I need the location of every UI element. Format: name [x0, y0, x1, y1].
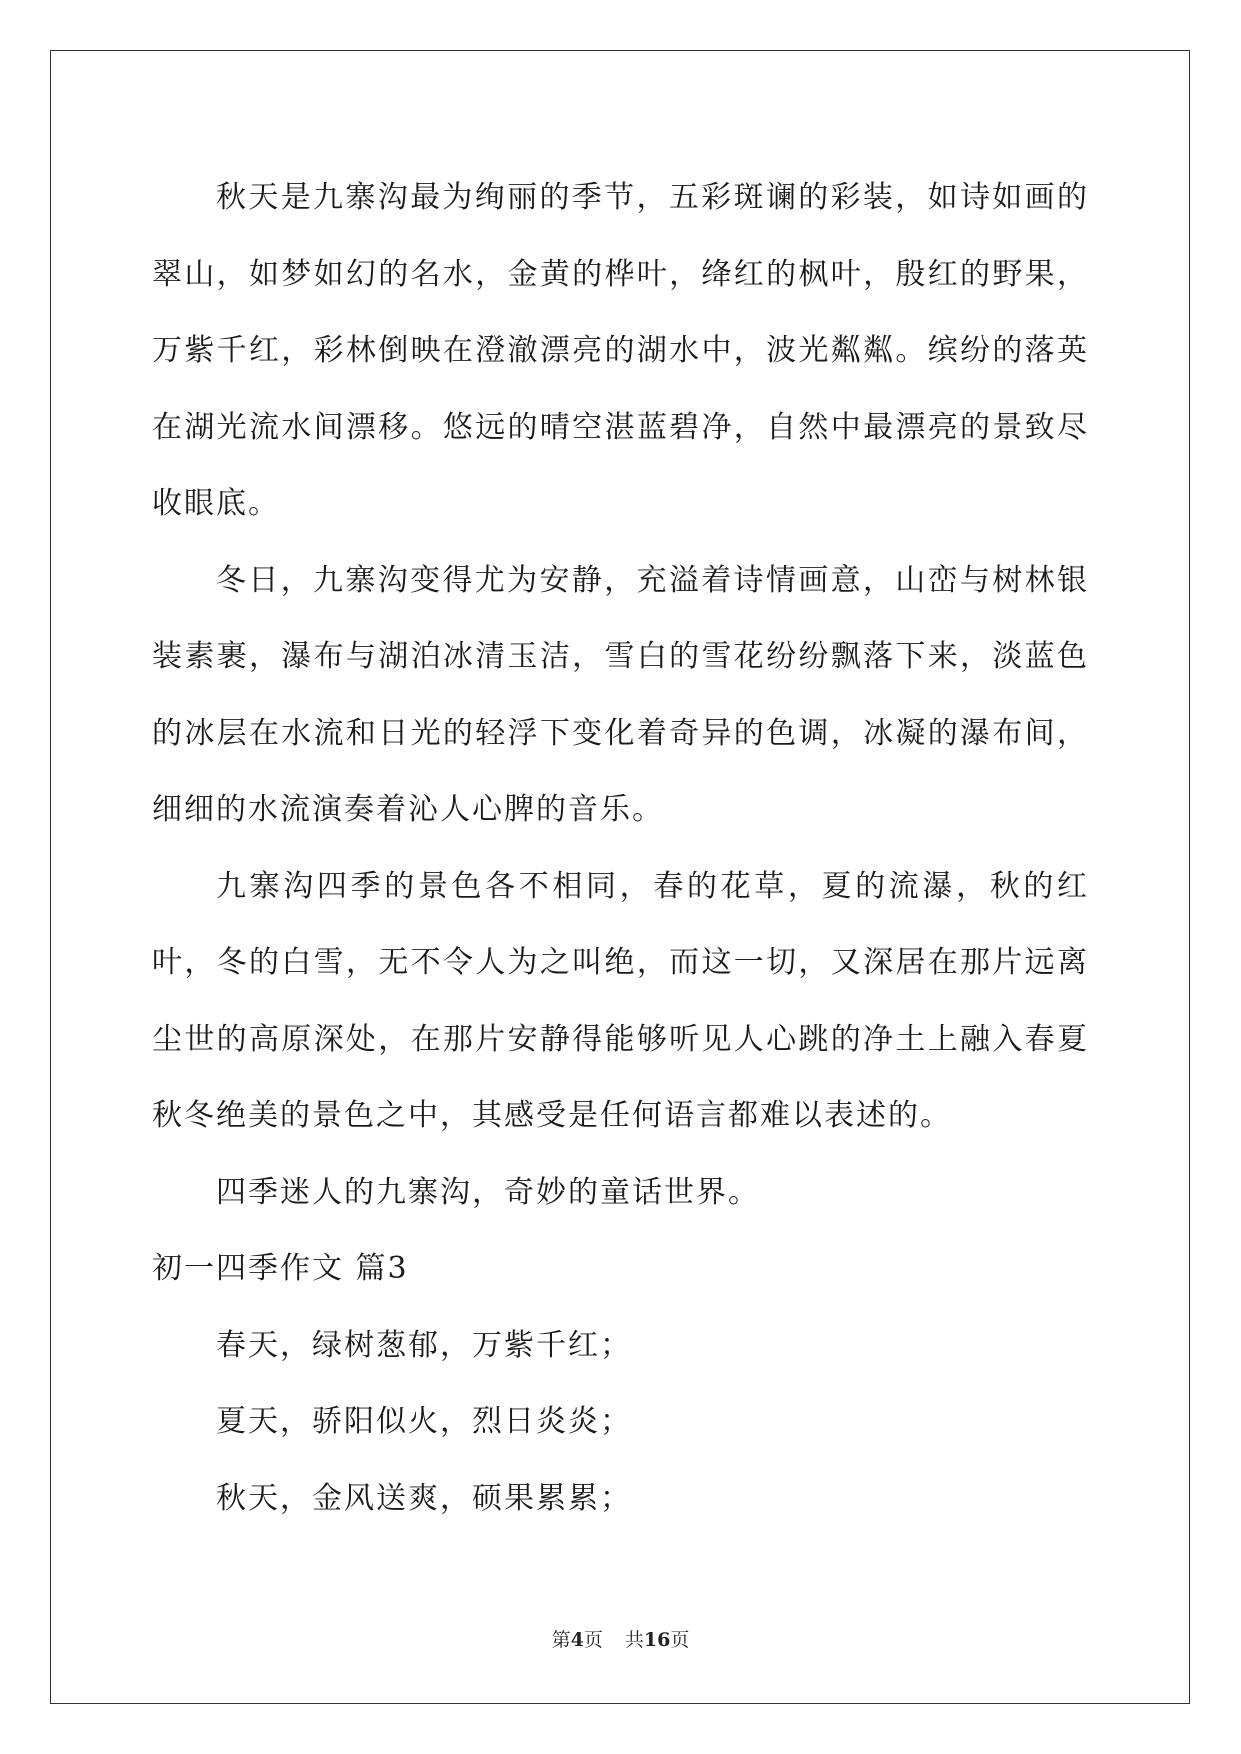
footer-total-pages: 16 [643, 1629, 671, 1651]
line-summer: 夏天，骄阳似火，烈日炎炎； [216, 1404, 632, 1439]
paragraph-autumn: 秋天是九寨沟最为绚丽的季节，五彩斑谰的彩装，如诗如画的翠山，如梦如幻的名水，金黄的桦叶，绛红的枫叶，殷红的野果，万紫千红，彩林倒映在澄澈漂亮的湖水中，波光粼粼。缤纷的落英在湖光流水间漂移。悠远的晴空湛蓝碧净，自然中最漂亮的景致尽收眼底。 [152, 180, 1089, 521]
footer-page-number: 4 [570, 1629, 584, 1651]
line-spring: 春天，绿树葱郁，万紫千红； [216, 1327, 632, 1363]
footer-total-suffix: 页 [670, 1629, 690, 1651]
line-autumn: 秋天，金风送爽，硕果累累； [216, 1480, 632, 1516]
footer-page-prefix: 第 [551, 1629, 571, 1651]
document-body [152, 160, 1089, 1537]
footer-total-prefix: 共 [624, 1629, 644, 1651]
paragraph-winter: 冬日，九寨沟变得尤为安静，充溢着诗情画意，山峦与树林银装素裹，瀑布与湖泊冰清玉洁，雪白的雪花纷纷飘落下来，淡蓝色的冰层在水流和日光的轻浮下变化着奇异的色调，冰凝的瀑布间，细细的水流演奏着沁人心脾的音乐。 [152, 562, 1089, 827]
section-heading: 初一四季作文 篇3 [152, 1251, 409, 1286]
paragraph-conclusion: 四季迷人的九寨沟，奇妙的童话世界。 [216, 1174, 760, 1210]
paragraph-four-seasons: 九寨沟四季的景色各不相同，春的花草，夏的流瀑，秋的红叶，冬的白雪，无不令人为之叫绝，而这一切，又深居在那片远离尘世的高原深处，在那片安静得能够听见人心跳的净土上融入春夏秋冬绝美的景色之中，其感受是任何语言都难以表述的。 [152, 868, 1089, 1133]
footer-page-suffix: 页 [583, 1629, 603, 1651]
page-footer [0, 1625, 1241, 1652]
